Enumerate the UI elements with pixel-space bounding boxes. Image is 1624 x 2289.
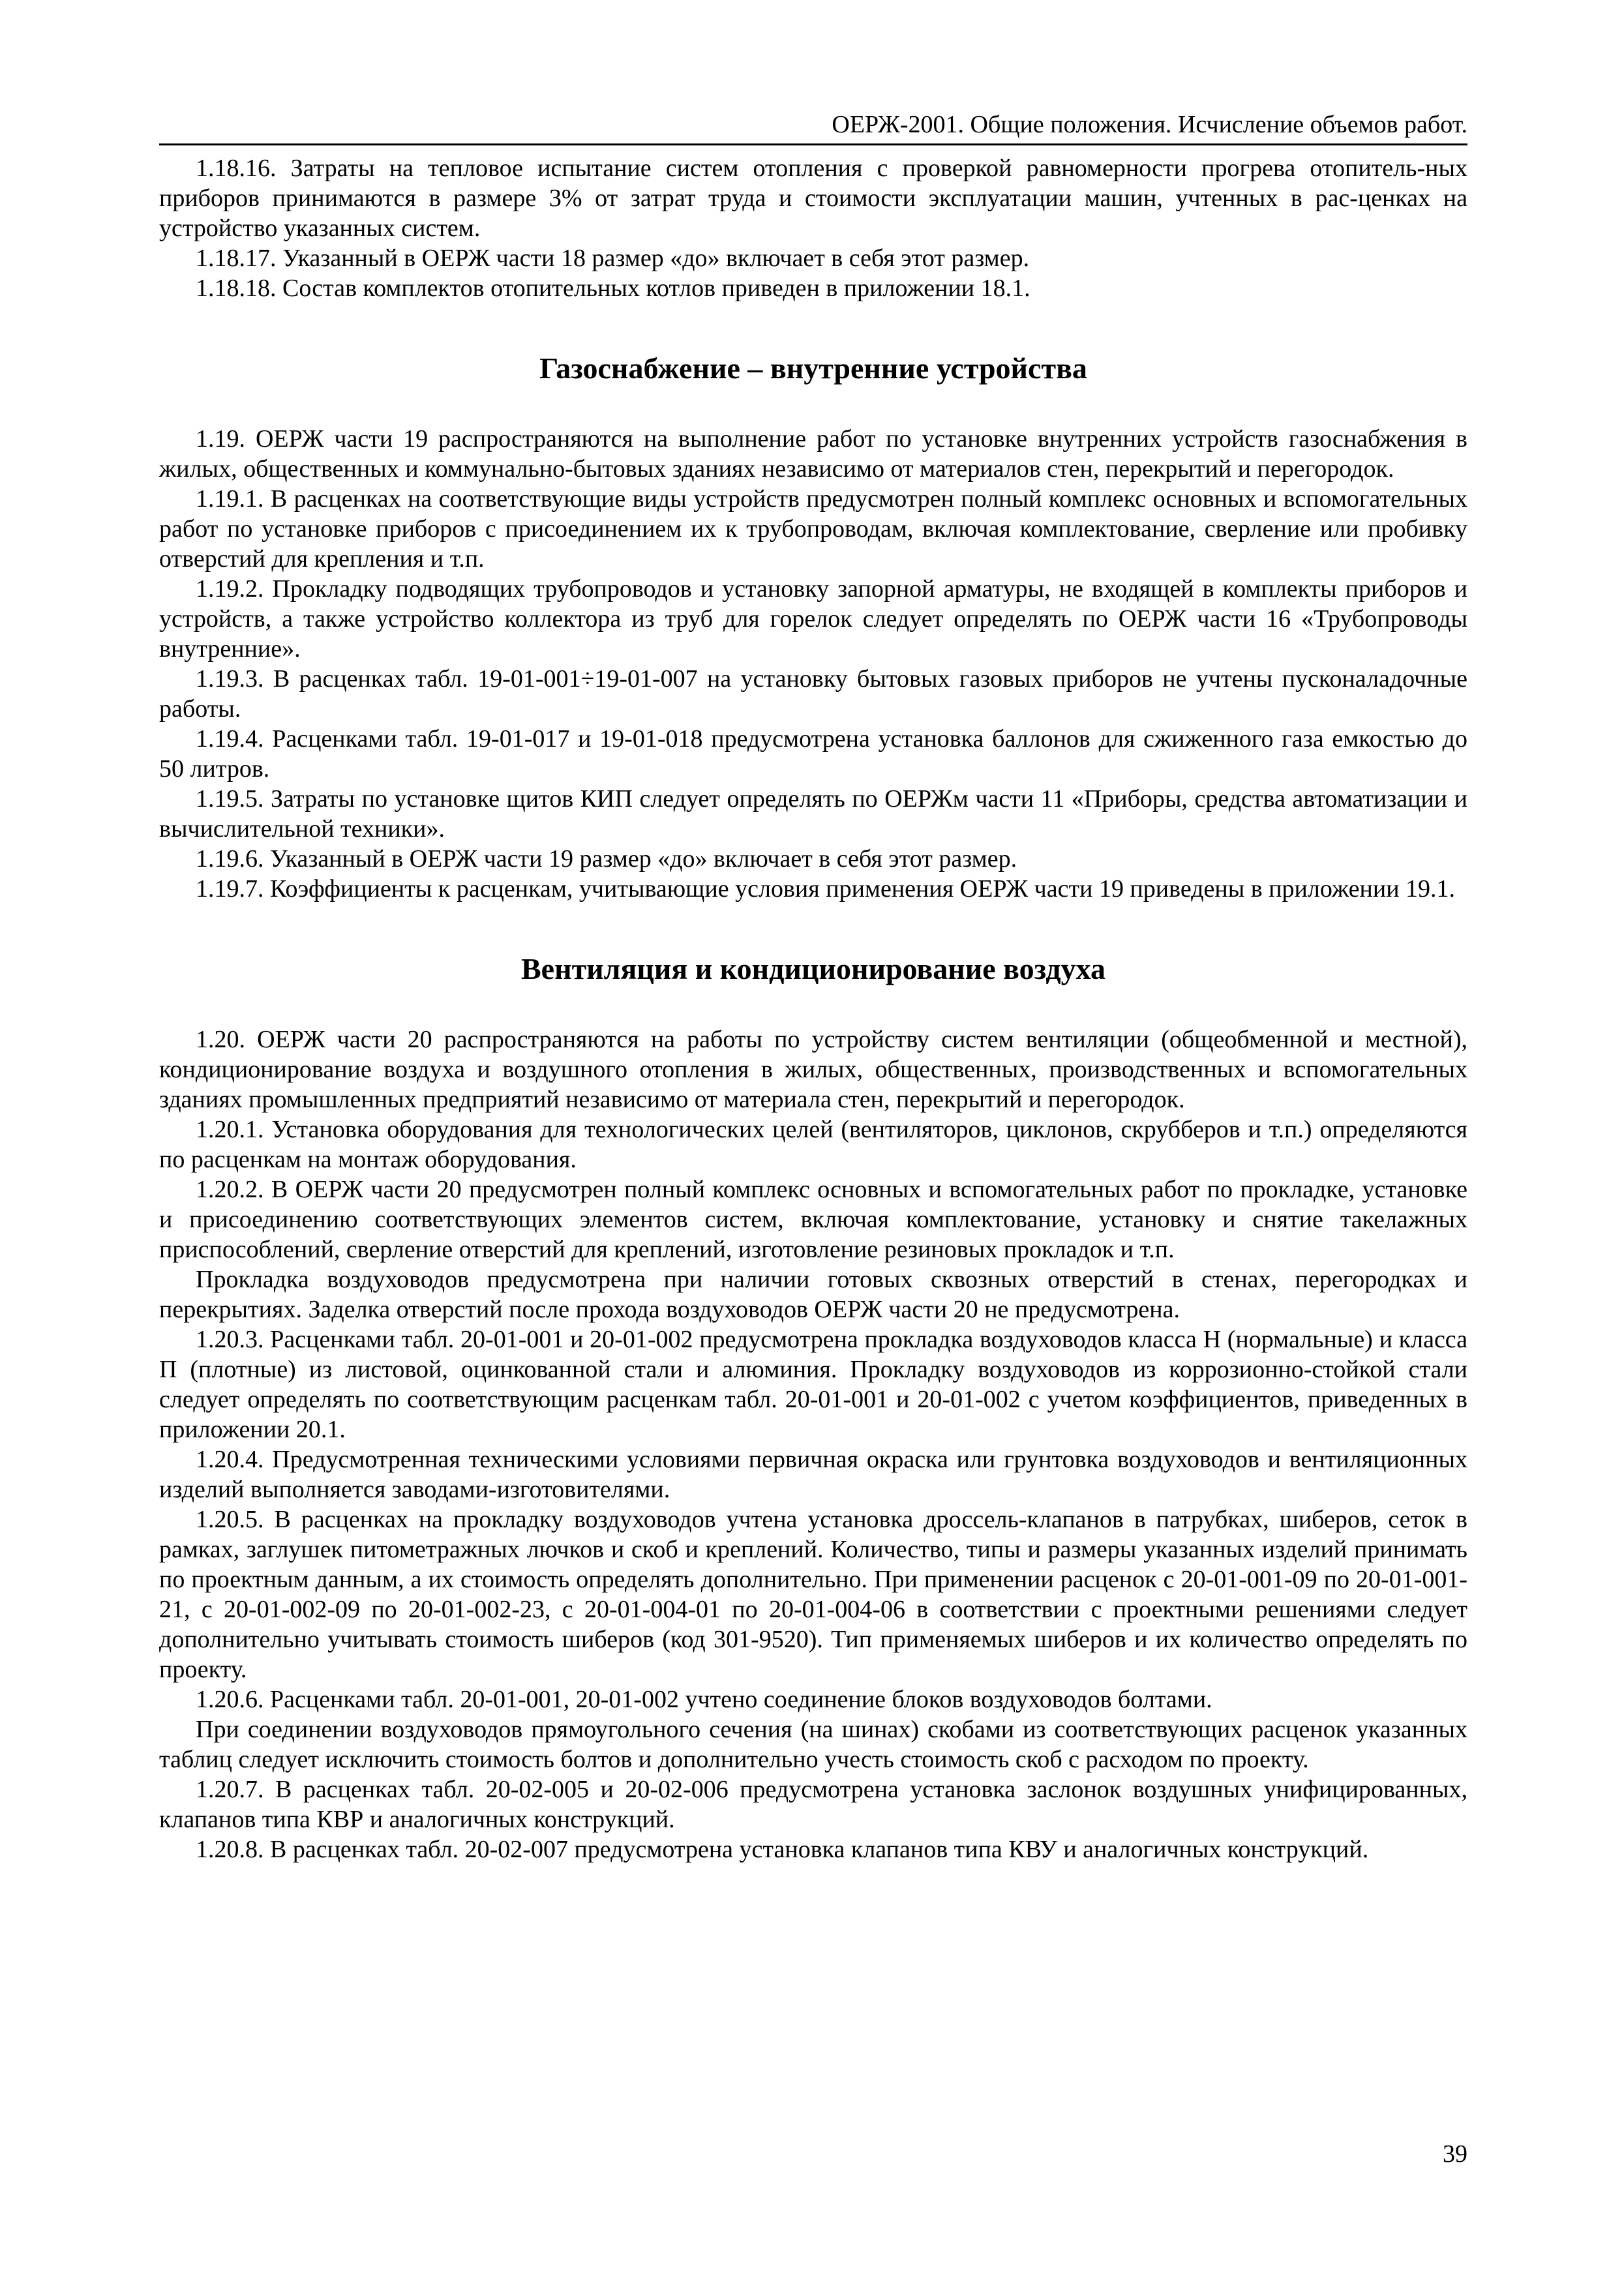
paragraph: 1.19.1. В расценках на соответствующие виды устройств предусмотрен полный комплекс основных и вспомогательных работ по установке приборов с присоединением их к трубопроводам, включая комплектование, сверление или пробивку отверстий для крепления и т.п.: [159, 485, 1467, 573]
paragraph: 1.18.17. Указанный в ОЕРЖ части 18 размер «до» включает в себя этот размер.: [196, 245, 1030, 272]
section-title: Газоснабжение – внутренние устройства: [539, 352, 1087, 385]
paragraph: 1.19.7. Коэффициенты к расценкам, учитывающие условия применения ОЕРЖ части 19 приведены в приложении 19.1.: [196, 875, 1456, 903]
section-gas-supply: [159, 349, 1467, 904]
page-number: 39: [1443, 2140, 1467, 2168]
section-title: Вентиляция и кондиционирование воздуха: [520, 952, 1106, 985]
paragraph: 1.20.7. В расценках табл. 20-02-005 и 20-02-006 предусмотрена установка заслонок воздушных унифицированных, клапанов типа КВР и аналогичных конструкций.: [159, 1776, 1467, 1833]
paragraph: 1.19.2. Прокладку подводящих трубопроводов и установку запорной арматуры, не входящей в комплекты приборов и устройств, а также устройство коллектора из труб для горелок следует определять по ОЕРЖ части 16 «Трубопроводы внутренние».: [159, 575, 1467, 663]
paragraph: 1.20.1. Установка оборудования для технологических целей (вентиляторов, циклонов, скрубберов и т.п.) определяются по расценкам на монтаж оборудования.: [159, 1116, 1467, 1173]
paragraph: 1.20.5. В расценках на прокладку воздуховодов учтена установка дроссель-клапанов в патрубках, шиберов, сеток в рамках, заглушек питометражных лючков и скоб и креплений. Количество, типы и размеры указанных изделий принимать по проектным данным, а их стоимость определять дополнительно. При применении расценок с 20-01-001-09 по 20-01-001-21, с 20-01-002-09 по 20-01-002-23, с 20-01-004-01 по 20-01-004-06 в соответствии с проектными решениями следует дополнительно учитывать стоимость шиберов (код 301-9520). Тип применяемых шиберов и их количество определять по проекту.: [159, 1506, 1467, 1683]
page-content: [159, 153, 1467, 1864]
paragraph: 1.19. ОЕРЖ части 19 распространяются на выполнение работ по установке внутренних устройств газоснабжения в жилых, общественных и коммунально-бытовых зданиях независимо от материалов стен, перекрытий и перегородок.: [159, 425, 1467, 483]
paragraph: 1.20.3. Расценками табл. 20-01-001 и 20-01-002 предусмотрена прокладка воздуховодов класса Н (нормальные) и класса П (плотные) из листовой, оцинкованной стали и алюминия. Прокладку воздуховодов из коррозионно-стойкой стали следует определять по соответствующим расценкам табл. 20-01-001 и 20-01-002 с учетом коэффициентов, приведенных в приложении 20.1.: [159, 1326, 1467, 1443]
section-heating-continuation: [159, 153, 1467, 303]
paragraph: 1.20.2. В ОЕРЖ части 20 предусмотрен полный комплекс основных и вспомогательных работ по прокладке, установке и присоединению соответствующих элементов систем, включая комплектование, установку и снятие такелажных приспособлений, сверление отверстий для креплений, изготовление резиновых прокладок и т.п.: [159, 1176, 1467, 1263]
paragraph: 1.20.4. Предусмотренная техническими условиями первичная окраска или грунтовка воздуховодов и вентиляционных изделий выполняется заводами-изготовителями.: [159, 1446, 1467, 1503]
paragraph: 1.20.8. В расценках табл. 20-02-007 предусмотрена установка клапанов типа КВУ и аналогичных конструкций.: [196, 1836, 1369, 1863]
header-title: ОЕРЖ-2001. Общие положения. Исчисление объемов работ.: [832, 111, 1467, 138]
running-header: [159, 97, 1467, 145]
paragraph: 1.18.18. Состав комплектов отопительных котлов приведен в приложении 18.1.: [196, 275, 1030, 302]
paragraph: 1.19.6. Указанный в ОЕРЖ части 19 размер «до» включает в себя этот размер.: [196, 845, 1017, 873]
paragraph: 1.19.4. Расценками табл. 19-01-017 и 19-01-018 предусмотрена установка баллонов для сжиженного газа емкостью до 50 литров.: [159, 725, 1467, 783]
section-ventilation: [159, 950, 1467, 1864]
paragraph: 1.20. ОЕРЖ части 20 распространяются на работы по устройству систем вентиляции (общеобменной и местной), кондиционирование воздуха и воздушного отопления в жилых, общественных, производственных и вспомогательных зданиях промышленных предприятий независимо от материала стен, перекрытий и перегородок.: [159, 1026, 1467, 1113]
paragraph: При соединении воздуховодов прямоугольного сечения (на шинах) скобами из соответствующих расценок указанных таблиц следует исключить стоимость болтов и дополнительно учесть стоимость скоб с расходом по проекту.: [159, 1716, 1467, 1773]
paragraph: 1.19.3. В расценках табл. 19-01-001÷19-01-007 на установку бытовых газовых приборов не учтены пусконаладочные работы.: [159, 665, 1467, 723]
paragraph: Прокладка воздуховодов предусмотрена при наличии готовых сквозных отверстий в стенах, перегородках и перекрытиях. Заделка отверстий после прохода воздуховодов ОЕРЖ части 20 не предусмотрена.: [159, 1266, 1467, 1323]
paragraph: 1.18.16. Затраты на тепловое испытание систем отопления с проверкой равномерности прогрева отопитель-ных приборов принимаются в размере 3% от затрат труда и стоимости эксплуатации машин, учтенных в рас-ценках на устройство указанных систем.: [159, 155, 1467, 242]
paragraph: 1.19.5. Затраты по установке щитов КИП следует определять по ОЕРЖм части 11 «Приборы, средства автоматизации и вычислительной техники».: [159, 785, 1467, 843]
paragraph: 1.20.6. Расценками табл. 20-01-001, 20-01-002 учтено соединение блоков воздуховодов болтами.: [196, 1686, 1212, 1713]
